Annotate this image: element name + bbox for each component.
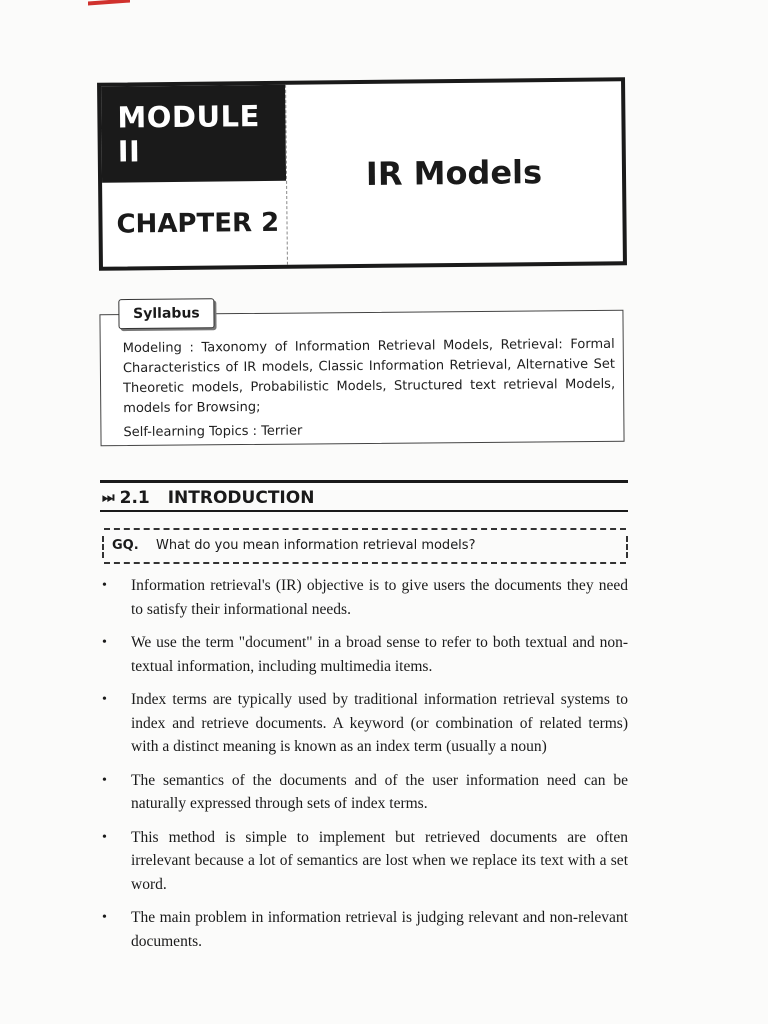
list-item — [100, 631, 628, 678]
syllabus-box — [99, 305, 624, 447]
list-item — [100, 688, 628, 759]
syllabus-text — [123, 335, 616, 443]
corner-mark — [88, 0, 130, 5]
list-item-text: We use the term "document" in a broad sense to refer to both textual and non-textual information, including multimedia items. — [131, 634, 628, 675]
list-item-text: Information retrieval's (IR) objective is to give users the documents they need to satisfy their informational needs. — [131, 577, 628, 618]
bullet-icon: • — [102, 635, 107, 650]
question-box — [104, 528, 626, 564]
fast-forward-icon: ⏭ — [102, 490, 112, 506]
section-rule-bottom — [100, 510, 628, 512]
question-box-left-edge — [102, 536, 104, 558]
bullet-icon: • — [102, 910, 107, 925]
chapter-label: CHAPTER 2 — [116, 207, 280, 240]
list-item-text: This method is simple to implement but retrieved documents are often irrelevant because a lot of semantics are lost when we replace its text with a set word. — [131, 828, 628, 893]
list-item — [100, 906, 628, 953]
chapter-header-box — [97, 77, 627, 271]
syllabus-content: Modeling : Taxonomy of Information Retrieval Models, Retrieval: Formal Characteristics of IR models, Classic Information Retrieval, Alternative Set Theoretic models, Probabilistic Models, Structured text retrieval Models, models for Browsing; — [122, 336, 616, 417]
list-item-text: The semantics of the documents and of the user information need can be naturally expressed through sets of index terms. — [131, 771, 628, 812]
question-text: What do you mean information retrieval models? — [156, 538, 476, 553]
bullet-icon: • — [102, 772, 107, 788]
bullet-list — [100, 574, 628, 963]
syllabus-tab: Syllabus — [118, 298, 214, 329]
list-item-text: Index terms are typically used by traditional information retrieval systems to index and retrieve documents. A keyword (or combination of related terms) with a distinct meaning is known as an index term (usually a noun) — [131, 691, 628, 755]
list-item — [100, 574, 628, 621]
section-number: 2.1 — [119, 488, 150, 508]
module-label: MODULE II — [101, 85, 286, 183]
bullet-icon: • — [102, 829, 107, 845]
section-heading — [102, 486, 314, 510]
chapter-title: IR Models — [365, 153, 543, 193]
list-item — [100, 826, 628, 897]
section-title: INTRODUCTION — [167, 488, 315, 508]
list-item — [100, 769, 628, 816]
bullet-icon: • — [102, 692, 107, 707]
question-box-right-edge — [626, 536, 628, 558]
self-learning-topics: Self-learning Topics : Terrier — [123, 423, 303, 441]
list-item-text: The main problem in information retrieval is judging relevant and non-relevant documents. — [131, 909, 628, 950]
question-label: GQ. — [112, 538, 139, 553]
bullet-icon: • — [102, 578, 107, 593]
section-rule-top — [100, 480, 628, 483]
